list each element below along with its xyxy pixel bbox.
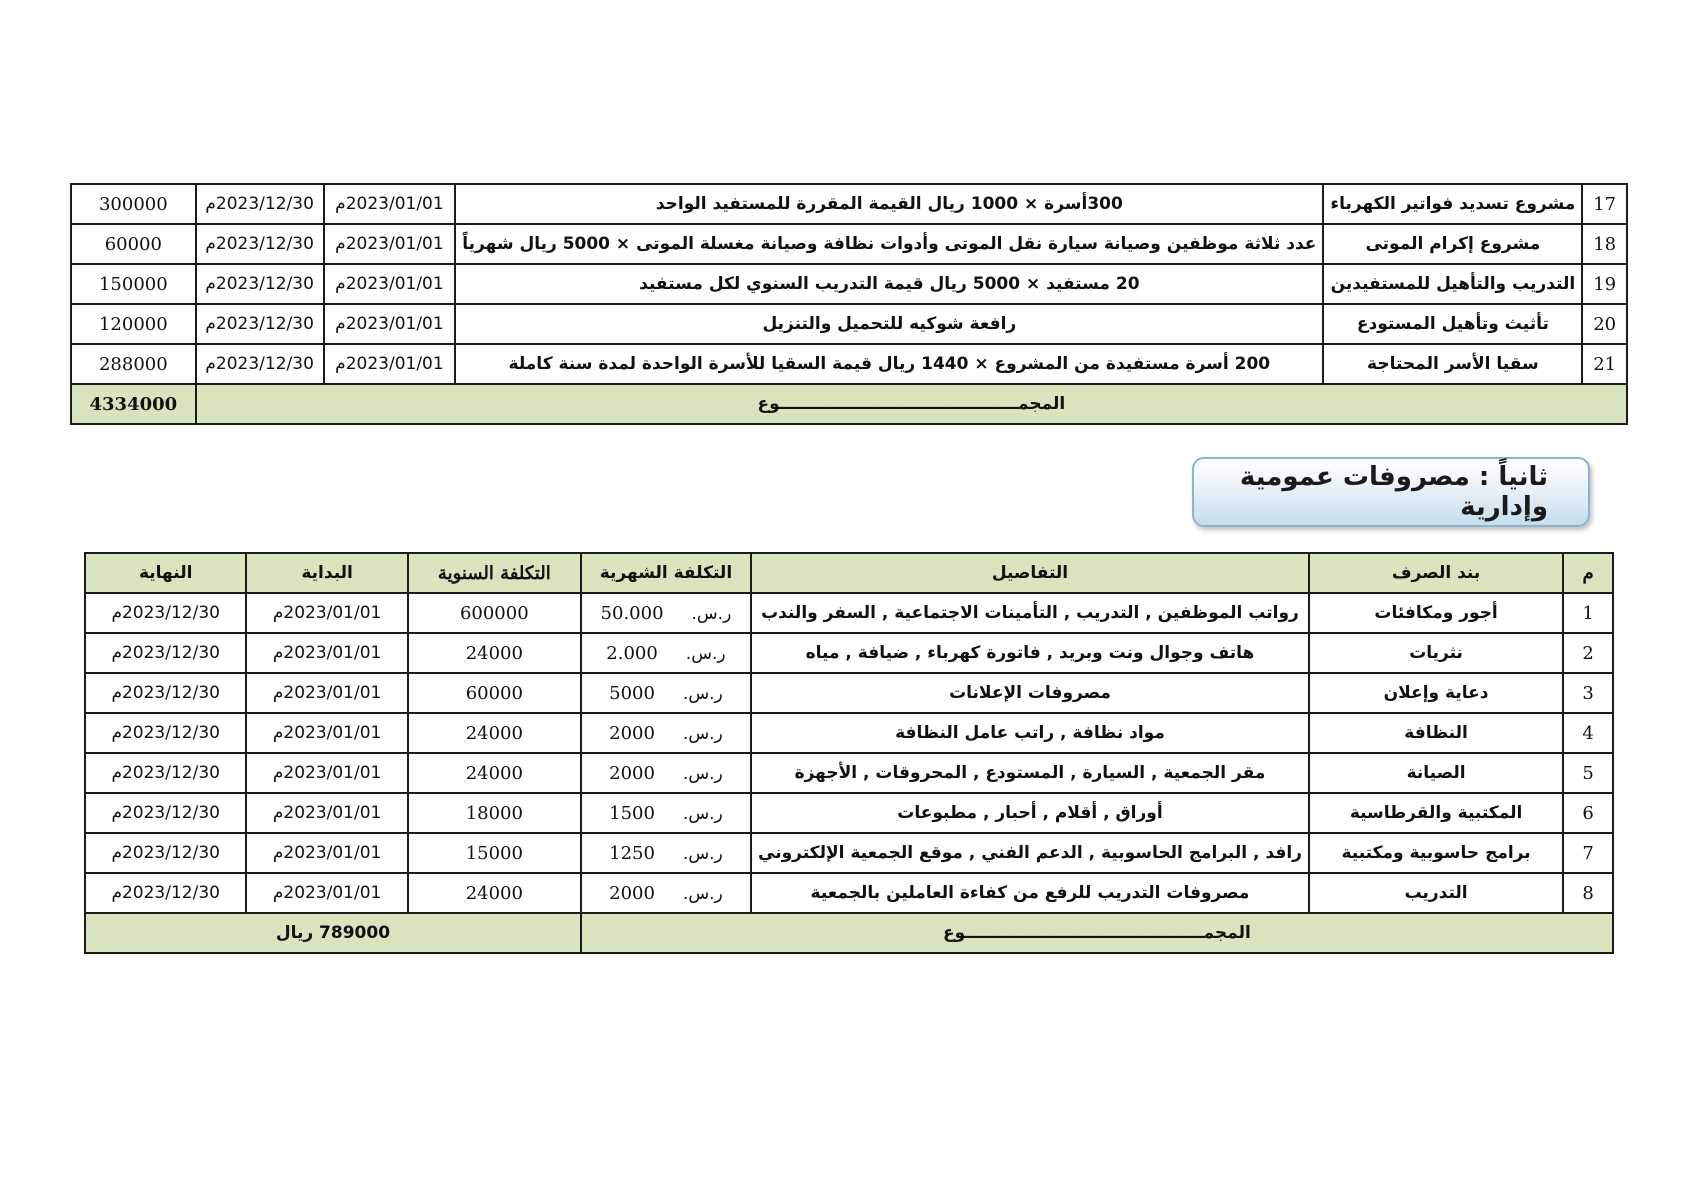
monthly-cost: [581, 633, 751, 673]
row-number: 5: [1563, 753, 1613, 793]
row-number: 21: [1582, 344, 1627, 384]
end-date: 2023/12/30م: [85, 793, 246, 833]
currency-label: ر.س.: [682, 723, 723, 744]
item-details: مصروفات الإعلانات: [751, 673, 1309, 713]
start-date: 2023/01/01م: [246, 793, 407, 833]
monthly-value: 2000: [609, 882, 655, 904]
monthly-value: 50.000: [600, 602, 664, 624]
end-date: 2023/12/30م: [196, 184, 324, 224]
monthly-cost: [581, 873, 751, 913]
start-date: 2023/01/01م: [246, 753, 407, 793]
item-details: 200 أسرة مستفيدة من المشروع × 1440 ريال قيمة السقيا للأسرة الواحدة لمدة سنة كاملة: [455, 344, 1323, 384]
amount: 120000: [71, 304, 196, 344]
annual-cost: 24000: [408, 873, 581, 913]
item-name: دعاية وإعلان: [1309, 673, 1563, 713]
admin-expenses-table: [84, 552, 1614, 954]
table-row: [85, 793, 1613, 833]
monthly-cost: [581, 833, 751, 873]
header-row: [85, 553, 1613, 593]
currency-label: ر.س.: [682, 803, 723, 824]
end-date: 2023/12/30م: [85, 833, 246, 873]
amount: 150000: [71, 264, 196, 304]
currency-label: ر.س.: [682, 883, 723, 904]
monthly-value: 2000: [609, 762, 655, 784]
annual-cost: 15000: [408, 833, 581, 873]
monthly-value: 1500: [609, 802, 655, 824]
monthly-cost: [581, 793, 751, 833]
item-name: التدريب والتأهيل للمستفيدين: [1323, 264, 1582, 304]
table-row: [85, 633, 1613, 673]
item-name: أجور ومكافئات: [1309, 593, 1563, 633]
item-name: التدريب: [1309, 873, 1563, 913]
item-details: هاتف وجوال ونت وبريد , فاتورة كهرباء , ضيافة , مياه: [751, 633, 1309, 673]
annual-cost: 60000: [408, 673, 581, 713]
header-num: م: [1563, 553, 1613, 593]
monthly-cost: [581, 673, 751, 713]
header-details: التفاصيل: [751, 553, 1309, 593]
monthly-value: 5000: [609, 682, 655, 704]
row-number: 3: [1563, 673, 1613, 713]
projects-table-body: [71, 184, 1627, 424]
item-name: الصيانة: [1309, 753, 1563, 793]
annual-cost: 24000: [408, 713, 581, 753]
table-row: [85, 753, 1613, 793]
header-end: النهاية: [85, 553, 246, 593]
annual-cost: 600000: [408, 593, 581, 633]
item-details: رافعة شوكيه للتحميل والتنزيل: [455, 304, 1323, 344]
monthly-cost: [581, 753, 751, 793]
item-name: مشروع تسديد فواتير الكهرباء: [1323, 184, 1582, 224]
header-monthly: التكلفة الشهرية: [581, 553, 751, 593]
total-value: 4334000: [71, 384, 196, 424]
header-annual: التكلفة السنوية: [408, 553, 581, 593]
total-row: [71, 384, 1627, 424]
item-name: تأثيث وتأهيل المستودع: [1323, 304, 1582, 344]
end-date: 2023/12/30م: [196, 264, 324, 304]
start-date: 2023/01/01م: [246, 873, 407, 913]
end-date: 2023/12/30م: [196, 344, 324, 384]
total-label: المجمـــــــــــــــــــــــــــــــــــــــــوع: [196, 384, 1627, 424]
section-heading: ثانياً : مصروفات عمومية وإدارية: [1192, 457, 1590, 527]
end-date: 2023/12/30م: [85, 593, 246, 633]
row-number: 8: [1563, 873, 1613, 913]
table-row: [85, 593, 1613, 633]
row-number: 2: [1563, 633, 1613, 673]
start-date: 2023/01/01م: [246, 673, 407, 713]
amount: 300000: [71, 184, 196, 224]
end-date: 2023/12/30م: [85, 633, 246, 673]
end-date: 2023/12/30م: [85, 673, 246, 713]
item-details: أوراق , أقلام , أحبار , مطبوعات: [751, 793, 1309, 833]
item-details: 20 مستفيد × 5000 ريال قيمة التدريب السنوي لكل مستفيد: [455, 264, 1323, 304]
monthly-cost: [581, 593, 751, 633]
item-details: رافد , البرامج الحاسوبية , الدعم الفني , موقع الجمعية الإلكتروني: [751, 833, 1309, 873]
monthly-value: 2.000: [606, 642, 658, 664]
item-details: مقر الجمعية , السيارة , المستودع , المحروقات , الأجهزة: [751, 753, 1309, 793]
row-number: 7: [1563, 833, 1613, 873]
start-date: 2023/01/01م: [324, 184, 456, 224]
start-date: 2023/01/01م: [324, 224, 456, 264]
row-number: 4: [1563, 713, 1613, 753]
item-details: رواتب الموظفين , التدريب , التأمينات الاجتماعية , السفر والندب: [751, 593, 1309, 633]
amount: 60000: [71, 224, 196, 264]
table-row: [71, 344, 1627, 384]
row-number: 20: [1582, 304, 1627, 344]
start-date: 2023/01/01م: [246, 593, 407, 633]
monthly-value: 2000: [609, 722, 655, 744]
start-date: 2023/01/01م: [324, 304, 456, 344]
table-row: [71, 264, 1627, 304]
table-header: [85, 553, 1613, 593]
row-number: 1: [1563, 593, 1613, 633]
row-number: 19: [1582, 264, 1627, 304]
item-details: 300أسرة × 1000 ريال القيمة المقررة للمستفيد الواحد: [455, 184, 1323, 224]
currency-label: ر.س.: [682, 763, 723, 784]
table-row: [71, 224, 1627, 264]
start-date: 2023/01/01م: [246, 633, 407, 673]
header-start: البداية: [246, 553, 407, 593]
item-details: مصروفات التدريب للرفع من كفاءة العاملين بالجمعية: [751, 873, 1309, 913]
table-row: [85, 873, 1613, 913]
header-item: بند الصرف: [1309, 553, 1563, 593]
total-row: [85, 913, 1613, 953]
item-name: المكتبية والقرطاسية: [1309, 793, 1563, 833]
item-name: نثريات: [1309, 633, 1563, 673]
currency-label: ر.س.: [685, 643, 726, 664]
table-row: [85, 713, 1613, 753]
total-value: 789000 ريال: [85, 913, 581, 953]
row-number: 6: [1563, 793, 1613, 833]
admin-expenses-body: [85, 593, 1613, 953]
end-date: 2023/12/30م: [85, 713, 246, 753]
row-number: 17: [1582, 184, 1627, 224]
table-row: [85, 673, 1613, 713]
start-date: 2023/01/01م: [324, 344, 456, 384]
table-row: [71, 304, 1627, 344]
start-date: 2023/01/01م: [246, 833, 407, 873]
start-date: 2023/01/01م: [324, 264, 456, 304]
item-name: برامج حاسوبية ومكتبية: [1309, 833, 1563, 873]
monthly-value: 1250: [609, 842, 655, 864]
item-name: النظافة: [1309, 713, 1563, 753]
end-date: 2023/12/30م: [85, 753, 246, 793]
end-date: 2023/12/30م: [196, 224, 324, 264]
start-date: 2023/01/01م: [246, 713, 407, 753]
currency-label: ر.س.: [682, 683, 723, 704]
amount: 288000: [71, 344, 196, 384]
end-date: 2023/12/30م: [196, 304, 324, 344]
item-details: مواد نظافة , راتب عامل النظافة: [751, 713, 1309, 753]
table-row: [85, 833, 1613, 873]
total-label: المجمـــــــــــــــــــــــــــــــــــــــــوع: [581, 913, 1613, 953]
currency-label: ر.س.: [691, 603, 732, 624]
projects-table: [70, 183, 1628, 425]
table-row: [71, 184, 1627, 224]
annual-cost: 24000: [408, 753, 581, 793]
item-name: مشروع إكرام الموتى: [1323, 224, 1582, 264]
annual-cost: 24000: [408, 633, 581, 673]
end-date: 2023/12/30م: [85, 873, 246, 913]
annual-cost: 18000: [408, 793, 581, 833]
monthly-cost: [581, 713, 751, 753]
currency-label: ر.س.: [682, 843, 723, 864]
item-details: عدد ثلاثة موظفين وصيانة سيارة نقل الموتى وأدوات نظافة وصيانة مغسلة الموتى × 5000 ريال شهرياً: [455, 224, 1323, 264]
row-number: 18: [1582, 224, 1627, 264]
item-name: سقيا الأسر المحتاجة: [1323, 344, 1582, 384]
